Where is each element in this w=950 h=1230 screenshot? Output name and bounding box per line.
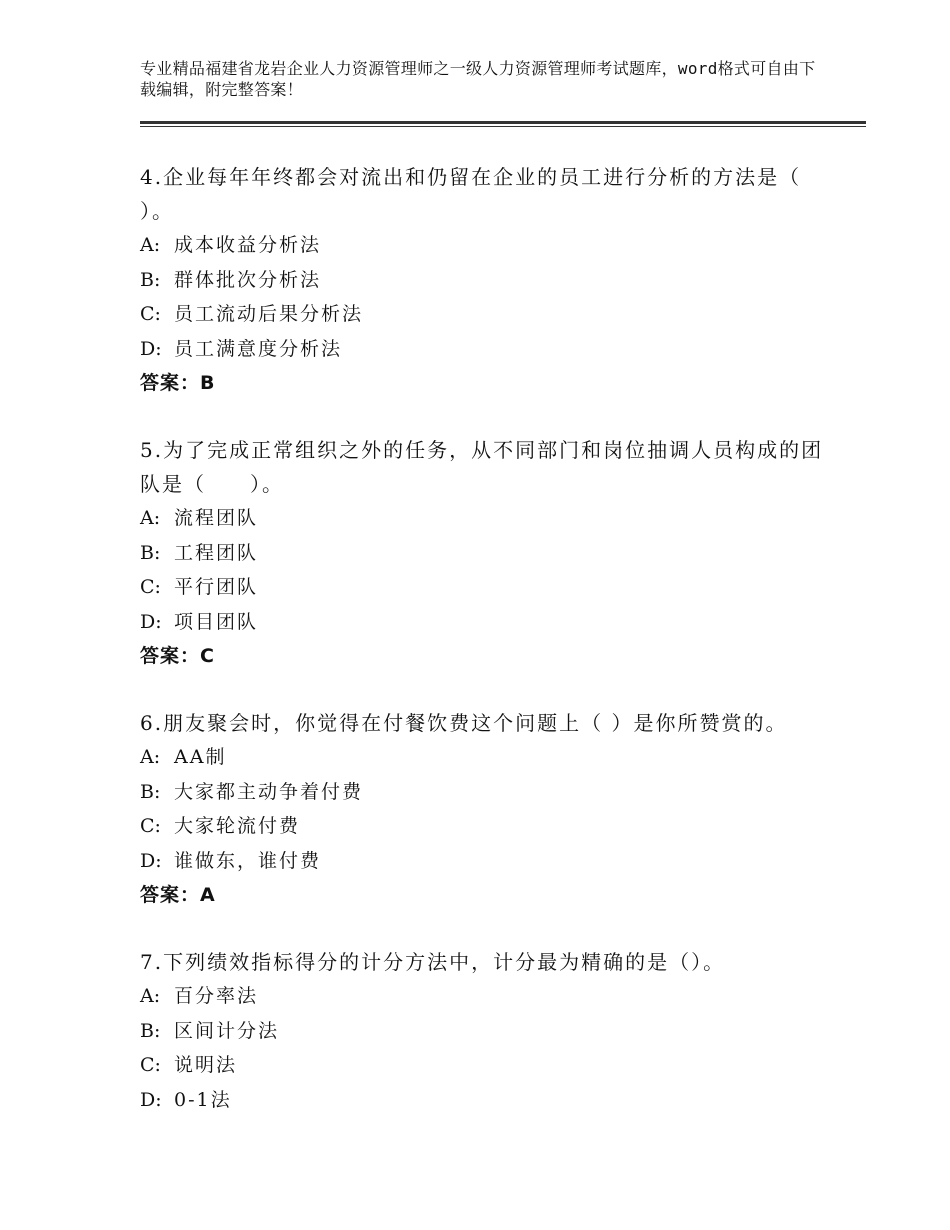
question-6 [140, 706, 840, 912]
option-letter: D: [140, 610, 162, 633]
question-7 [140, 945, 840, 1117]
question-text: 7.下列绩效指标得分的计分方法中，计分最为精确的是（）。 [140, 950, 726, 974]
option-d [140, 332, 840, 367]
option-letter: B: [140, 780, 161, 803]
option-letter: C: [140, 303, 161, 325]
header-divider-thin [140, 126, 866, 127]
answer-label: 答案：C [140, 645, 215, 667]
option-text: 项目团队 [174, 610, 259, 633]
document-header: 专业精品福建省龙岩企业人力资源管理师之一级人力资源管理师考试题库，word格式可自由下载编辑，附完整答案！ [140, 59, 816, 99]
option-letter: B: [140, 268, 161, 291]
option-text: 员工满意度分析法 [174, 337, 343, 360]
option-letter: C: [140, 815, 161, 837]
option-letter: A: [140, 746, 161, 768]
option-c [140, 570, 840, 605]
answer-label: 答案：A [140, 884, 216, 906]
option-d [140, 1083, 840, 1118]
option-text: 流程团队 [174, 507, 259, 529]
option-letter: D: [140, 337, 162, 360]
option-text: 员工流动后果分析法 [174, 303, 364, 325]
option-b [140, 1014, 840, 1049]
answer-label: 答案：B [140, 372, 216, 394]
question-4 [140, 160, 840, 400]
option-c [140, 297, 840, 332]
option-text: AA制 [174, 746, 227, 768]
option-d [140, 605, 840, 640]
option-text: 说明法 [174, 1054, 238, 1076]
question-5 [140, 433, 840, 673]
option-letter: A: [140, 507, 161, 529]
option-text: 大家轮流付费 [174, 815, 301, 837]
question-list [140, 160, 840, 1150]
option-text: 区间计分法 [174, 1019, 280, 1042]
option-b [140, 536, 840, 571]
option-letter: D: [140, 849, 162, 872]
question-text: 4.企业每年年终都会对流出和仍留在企业的员工进行分析的方法是（ ）。 [140, 165, 802, 223]
question-text: 5.为了完成正常组织之外的任务，从不同部门和岗位抽调人员构成的团队是（ ）。 [140, 438, 824, 496]
option-text: 谁做东，谁付费 [174, 849, 322, 872]
option-text: 大家都主动争着付费 [174, 780, 364, 803]
option-letter: A: [140, 234, 161, 256]
option-b [140, 775, 840, 810]
option-letter: A: [140, 985, 161, 1007]
option-c [140, 1048, 840, 1083]
option-a [140, 228, 840, 263]
option-a [140, 740, 840, 775]
option-text: 群体批次分析法 [174, 268, 322, 291]
header-divider-thick [140, 121, 866, 124]
option-c [140, 809, 840, 844]
question-text: 6.朋友聚会时，你觉得在付餐饮费这个问题上（ ）是你所赞赏的。 [140, 711, 788, 735]
option-text: 0-1法 [174, 1088, 232, 1111]
option-text: 工程团队 [174, 541, 259, 564]
option-letter: D: [140, 1088, 162, 1111]
option-letter: B: [140, 541, 161, 564]
option-d [140, 844, 840, 879]
option-text: 百分率法 [174, 985, 259, 1007]
option-a [140, 979, 840, 1014]
option-letter: C: [140, 576, 161, 598]
option-a [140, 501, 840, 536]
option-letter: B: [140, 1019, 161, 1042]
option-text: 平行团队 [174, 576, 259, 598]
option-letter: C: [140, 1054, 161, 1076]
option-b [140, 263, 840, 298]
option-text: 成本收益分析法 [174, 234, 322, 256]
